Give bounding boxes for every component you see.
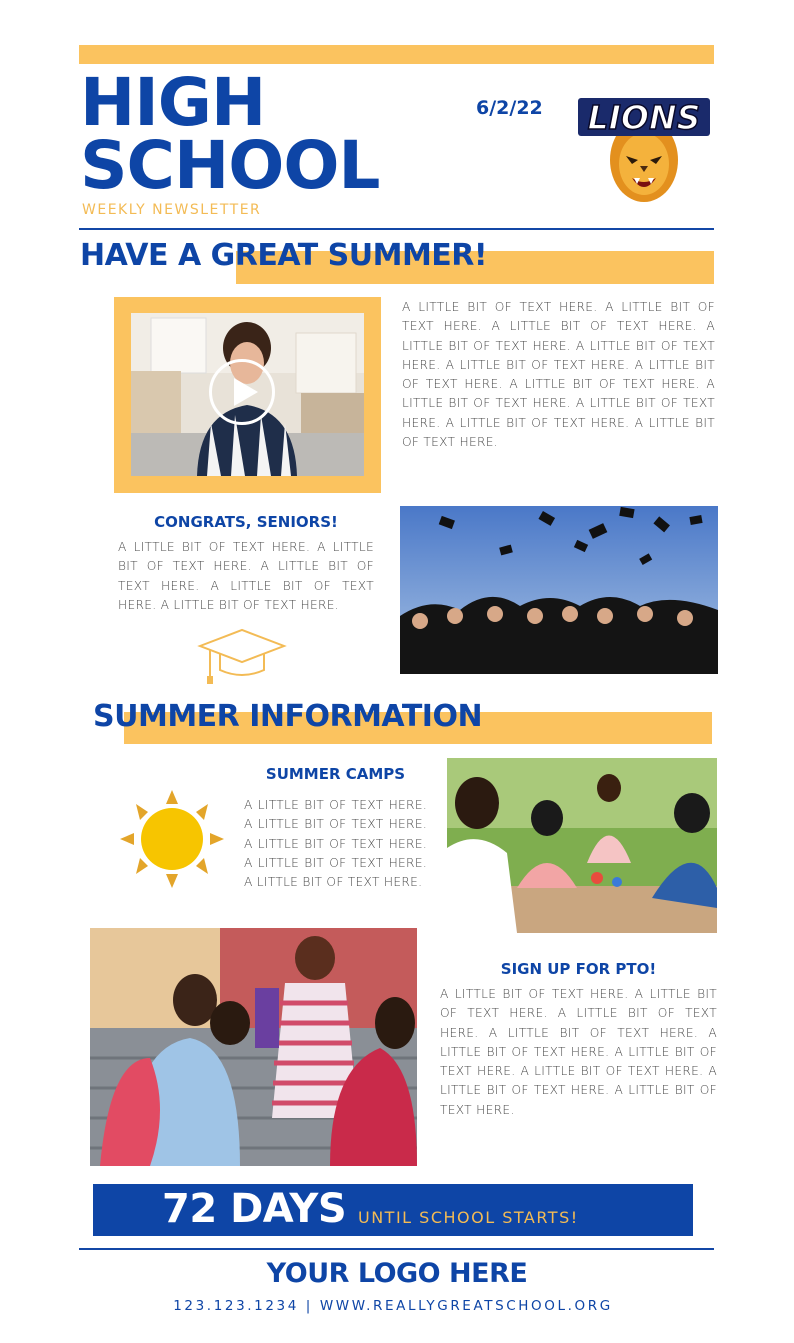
top-accent-bar (79, 45, 714, 64)
sun-icon (120, 790, 224, 888)
page-title (80, 64, 380, 204)
footer-divider (79, 1248, 714, 1250)
family-photo (90, 928, 417, 1166)
pto-heading: SIGN UP FOR PTO! (500, 960, 657, 978)
footer-contact[interactable]: 123.123.1234 | WWW.REALLYGREATSCHOOL.ORG (173, 1298, 613, 1314)
header-divider (79, 228, 714, 230)
summer-banner-heading: HAVE A GREAT SUMMER! (80, 238, 488, 273)
issue-date: 6/2/22 (476, 97, 543, 119)
video-description: A LITTLE BIT OF TEXT HERE. A LITTLE BIT OF TEXT HERE. A LITTLE BIT OF TEXT HERE. A LITTLE BIT OF TEXT HERE. A LITTLE BIT OF TEXT HERE. A LITTLE BIT OF TEXT HERE. A LITTLE BIT OF TEXT HERE. A LITTLE BIT OF TEXT HERE. A LITTLE BIT OF TEXT HERE. A LITTLE BIT OF TEXT HERE. A LITTLE BIT OF TEXT HERE. A LITTLE BIT OF TEXT HERE. (402, 300, 715, 450)
summer-camp-photo (447, 758, 717, 933)
countdown-label: UNTIL SCHOOL STARTS! (358, 1208, 579, 1227)
title-line-2: SCHOOL (80, 126, 380, 204)
title-line-1: HIGH (80, 64, 266, 141)
summer-info-heading: SUMMER INFORMATION (93, 699, 483, 734)
seniors-text: A LITTLE BIT OF TEXT HERE. A LITTLE BIT OF TEXT HERE. A LITTLE BIT OF TEXT HERE. A LITTLE BIT OF TEXT HERE. A LITTLE BIT OF TEXT HERE. (118, 540, 374, 612)
summer-camps-heading: SUMMER CAMPS (265, 765, 406, 783)
mascot-label: LIONS (587, 98, 701, 137)
pto-text: A LITTLE BIT OF TEXT HERE. A LITTLE BIT OF TEXT HERE. A LITTLE BIT OF TEXT HERE. A LITTLE BIT OF TEXT HERE. A LITTLE BIT OF TEXT HERE. A LITTLE BIT OF TEXT HERE. A LITTLE BIT OF TEXT HERE. A LITTLE BIT OF TEXT HERE. A LITTLE BIT OF TEXT HERE. (440, 987, 717, 1117)
play-icon[interactable] (209, 359, 275, 425)
summer-camps-text: A LITTLE BIT OF TEXT HERE. A LITTLE BIT OF TEXT HERE. A LITTLE BIT OF TEXT HERE. A LITTLE BIT OF TEXT HERE. A LITTLE BIT OF TEXT HERE. (244, 798, 427, 890)
graduation-cap-icon (196, 626, 288, 686)
footer-logo-text: YOUR LOGO HERE (266, 1258, 528, 1289)
graduation-photo (400, 506, 718, 674)
seniors-heading: CONGRATS, SENIORS! (154, 513, 338, 531)
video-thumbnail[interactable] (131, 313, 364, 476)
countdown-days: 72 DAYS (162, 1186, 347, 1232)
lion-mascot-icon (574, 94, 714, 208)
newsletter-subtitle: WEEKLY NEWSLETTER (82, 202, 262, 218)
